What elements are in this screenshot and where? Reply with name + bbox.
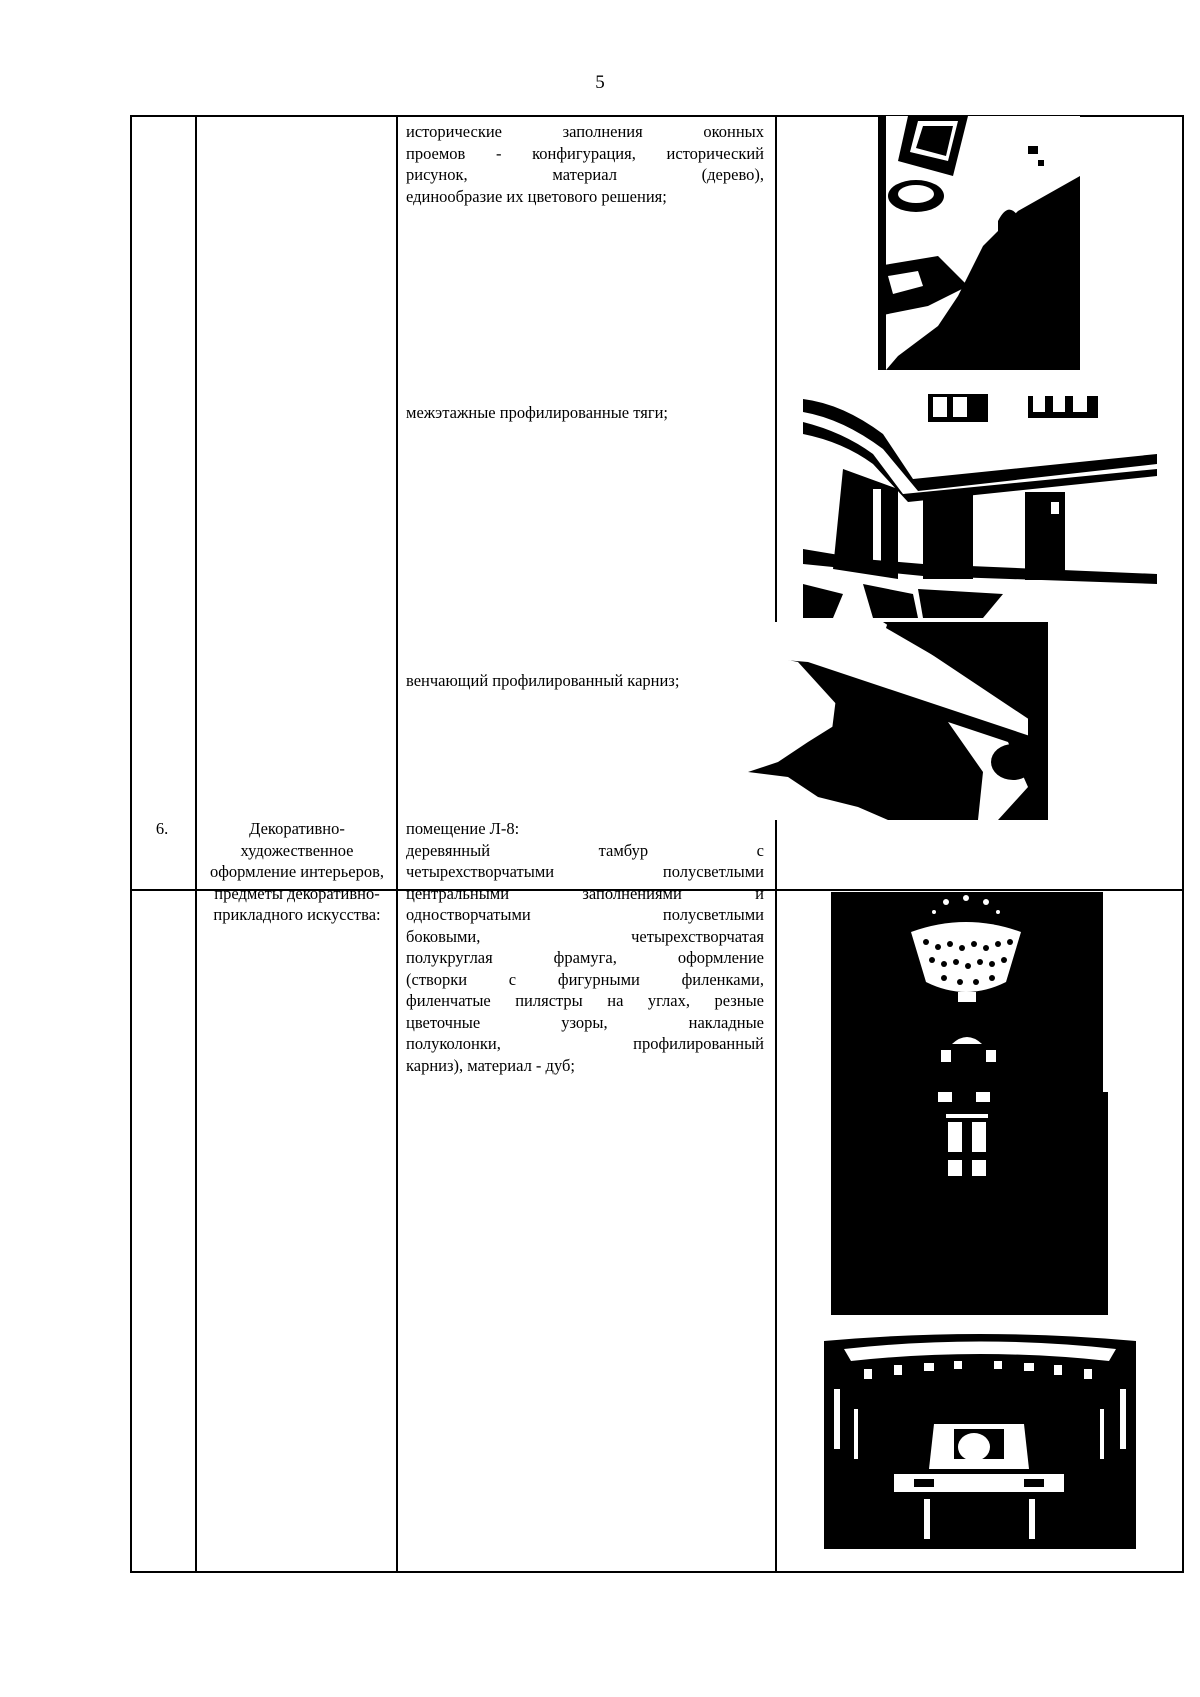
description-line: филенчатые пилястры на углах, резные bbox=[406, 991, 764, 1010]
photo-chandelier-and-tambour bbox=[826, 892, 1108, 1315]
table-row bbox=[134, 818, 190, 840]
description-line: карниз), материал - дуб; bbox=[406, 1055, 575, 1075]
column-divider-1 bbox=[195, 115, 197, 1573]
description-line: центральными заполнениями и bbox=[406, 883, 764, 903]
description-line: венчающий профилированный карниз; bbox=[406, 671, 680, 690]
description-line: (створки с фигурными филенками, bbox=[406, 969, 764, 989]
table-border-right bbox=[1182, 115, 1184, 1573]
description-line: рисунок, материал (дерево), bbox=[406, 165, 764, 184]
description-line: единообразие их цветового решения; bbox=[406, 186, 667, 206]
category-name: Декоративно-художественное оформление интерьеров, предметы декоративно-прикладного искусства: bbox=[209, 819, 384, 924]
room-heading: помещение Л-8: bbox=[406, 819, 520, 838]
description-line: четырехстворчатыми полусветлыми bbox=[406, 862, 764, 881]
column-divider-2 bbox=[396, 115, 398, 1573]
photo-crowning-profiled-cornice bbox=[748, 622, 1048, 820]
heritage-elements-table bbox=[130, 115, 1184, 1573]
photo-ceiling-and-tambour bbox=[824, 1329, 1136, 1549]
description-line: боковыми, четырехстворчатая bbox=[406, 926, 764, 946]
table-border-left bbox=[130, 115, 132, 1573]
description-line: одностворчатыми полусветлыми bbox=[406, 905, 764, 924]
description-line: исторические заполнения оконных bbox=[406, 122, 764, 141]
description-line: цветочные узоры, накладные bbox=[406, 1012, 764, 1032]
item-interfloor-mouldings bbox=[406, 402, 764, 424]
category-name-cell bbox=[202, 818, 392, 926]
description-line: межэтажные профилированные тяги; bbox=[406, 403, 669, 422]
column-divider-3 bbox=[775, 115, 777, 1573]
row-number: 6. bbox=[155, 819, 169, 838]
item-crowning-cornice bbox=[406, 670, 764, 692]
description-line: полукруглая фрамуга, оформление bbox=[406, 948, 764, 967]
table-border-bottom bbox=[130, 1571, 1184, 1573]
description-cell bbox=[406, 818, 764, 1076]
page-number: 5 bbox=[595, 72, 605, 93]
description-line: проемов - конфигурация, исторический bbox=[406, 143, 764, 163]
description-line: полуколонки, профилированный bbox=[406, 1034, 764, 1053]
table-row bbox=[406, 121, 764, 207]
description-line: деревянный тамбур с bbox=[406, 840, 764, 860]
photo-interfloor-profiled-mouldings bbox=[803, 394, 1157, 618]
photo-historic-window-fillings bbox=[878, 116, 1080, 370]
